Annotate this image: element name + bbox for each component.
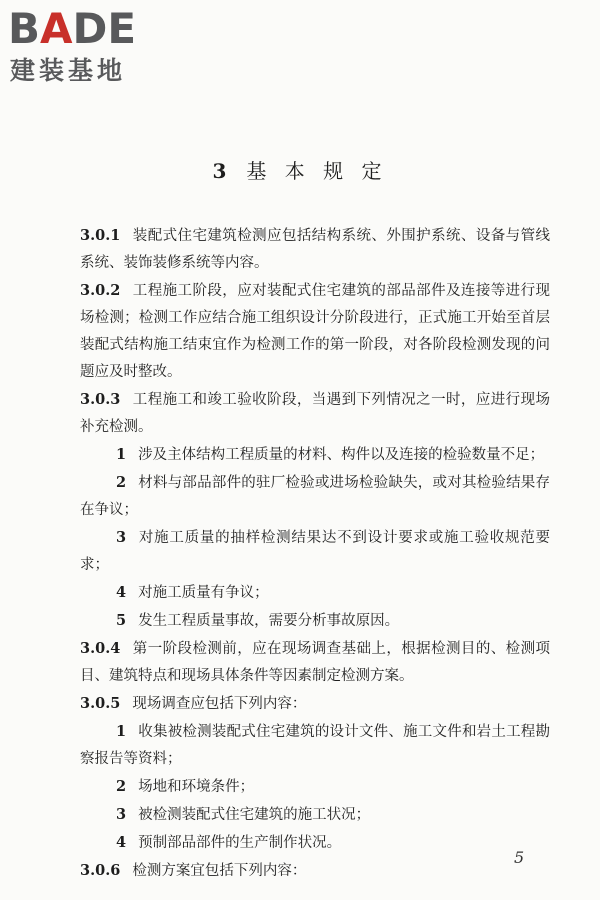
- item-number: 1: [116, 446, 127, 463]
- chapter-name: 基 本 规 定: [246, 159, 388, 183]
- item-number: 5: [116, 612, 127, 629]
- clause-text: 检测方案宜包括下列内容：: [132, 863, 307, 879]
- item-text: 涉及主体结构工程质量的材料、构件以及连接的检验数量不足；: [138, 447, 545, 463]
- clause-3-0-3: [80, 386, 550, 441]
- clause-number: 3.0.1: [80, 227, 121, 244]
- item-number: 2: [116, 474, 127, 491]
- page-number: 5: [514, 848, 525, 867]
- list-item: [80, 579, 550, 607]
- clause-text: 工程施工阶段，应对装配式住宅建筑的部品部件及连接等进行现场检测；检测工作应结合施工组织设计分阶段进行，正式施工开始至首层装配式结构施工结束宜作为检测工作的第一阶段，对各阶段检测发现的问题应及时整改。: [80, 283, 550, 380]
- item-text: 发生工程质量事故，需要分析事故原因。: [138, 613, 400, 629]
- clause-3-0-1: [80, 222, 550, 277]
- list-item: [80, 524, 550, 579]
- clause-number: 3.0.6: [80, 862, 121, 879]
- list-item: [80, 469, 550, 524]
- list-item: [80, 801, 550, 829]
- item-number: 4: [116, 834, 127, 851]
- item-text: 对施工质量有争议；: [138, 585, 269, 601]
- list-item: [80, 441, 550, 469]
- clause-3-0-6: [80, 857, 550, 885]
- clause-number: 3.0.4: [80, 640, 121, 657]
- chapter-title: [0, 155, 600, 184]
- clause-number: 3.0.2: [80, 282, 121, 299]
- clause-3-0-4: [80, 635, 550, 690]
- item-text: 收集被检测装配式住宅建筑的设计文件、施工文件和岩土工程勘察报告等资料；: [80, 724, 550, 767]
- list-item: [80, 718, 550, 773]
- clause-3-0-2: [80, 277, 550, 386]
- item-text: 预制部品部件的生产制作状况。: [138, 835, 342, 851]
- item-number: 4: [116, 584, 127, 601]
- item-text: 被检测装配式住宅建筑的施工状况；: [138, 807, 371, 823]
- item-number: 2: [116, 778, 127, 795]
- item-number: 3: [116, 806, 127, 823]
- logo-letters-de: DE: [72, 4, 137, 53]
- item-text: 场地和环境条件；: [138, 779, 255, 795]
- item-text: 材料与部品部件的驻厂检验或进场检验缺失，或对其检验结果存在争议；: [80, 475, 550, 518]
- item-text: 对施工质量的抽样检测结果达不到设计要求或施工验收规范要求；: [80, 530, 550, 573]
- clause-3-0-5: [80, 690, 550, 718]
- clause-text: 第一阶段检测前，应在现场调查基础上，根据检测目的、检测项目、建筑特点和现场具体条件等因素制定检测方案。: [80, 641, 550, 684]
- document-body: [80, 222, 550, 885]
- item-number: 3: [116, 529, 127, 546]
- chapter-number: 3: [212, 159, 233, 183]
- clause-text: 装配式住宅建筑检测应包括结构系统、外围护系统、设备与管线系统、装饰装修系统等内容。: [80, 228, 550, 271]
- logo-letter-b: B: [8, 4, 41, 53]
- list-item: [80, 607, 550, 635]
- list-item: [80, 773, 550, 801]
- clause-text: 工程施工和竣工验收阶段，当遇到下列情况之一时，应进行现场补充检测。: [80, 392, 550, 435]
- logo-wordmark: [8, 6, 136, 52]
- list-item: [80, 829, 550, 857]
- clause-number: 3.0.3: [80, 391, 121, 408]
- item-number: 1: [116, 723, 127, 740]
- clause-number: 3.0.5: [80, 695, 121, 712]
- clause-text: 现场调查应包括下列内容：: [132, 696, 307, 712]
- logo-letter-a: A: [40, 4, 73, 53]
- bade-logo: [8, 6, 176, 90]
- logo-subtitle: 建装基地: [10, 56, 127, 85]
